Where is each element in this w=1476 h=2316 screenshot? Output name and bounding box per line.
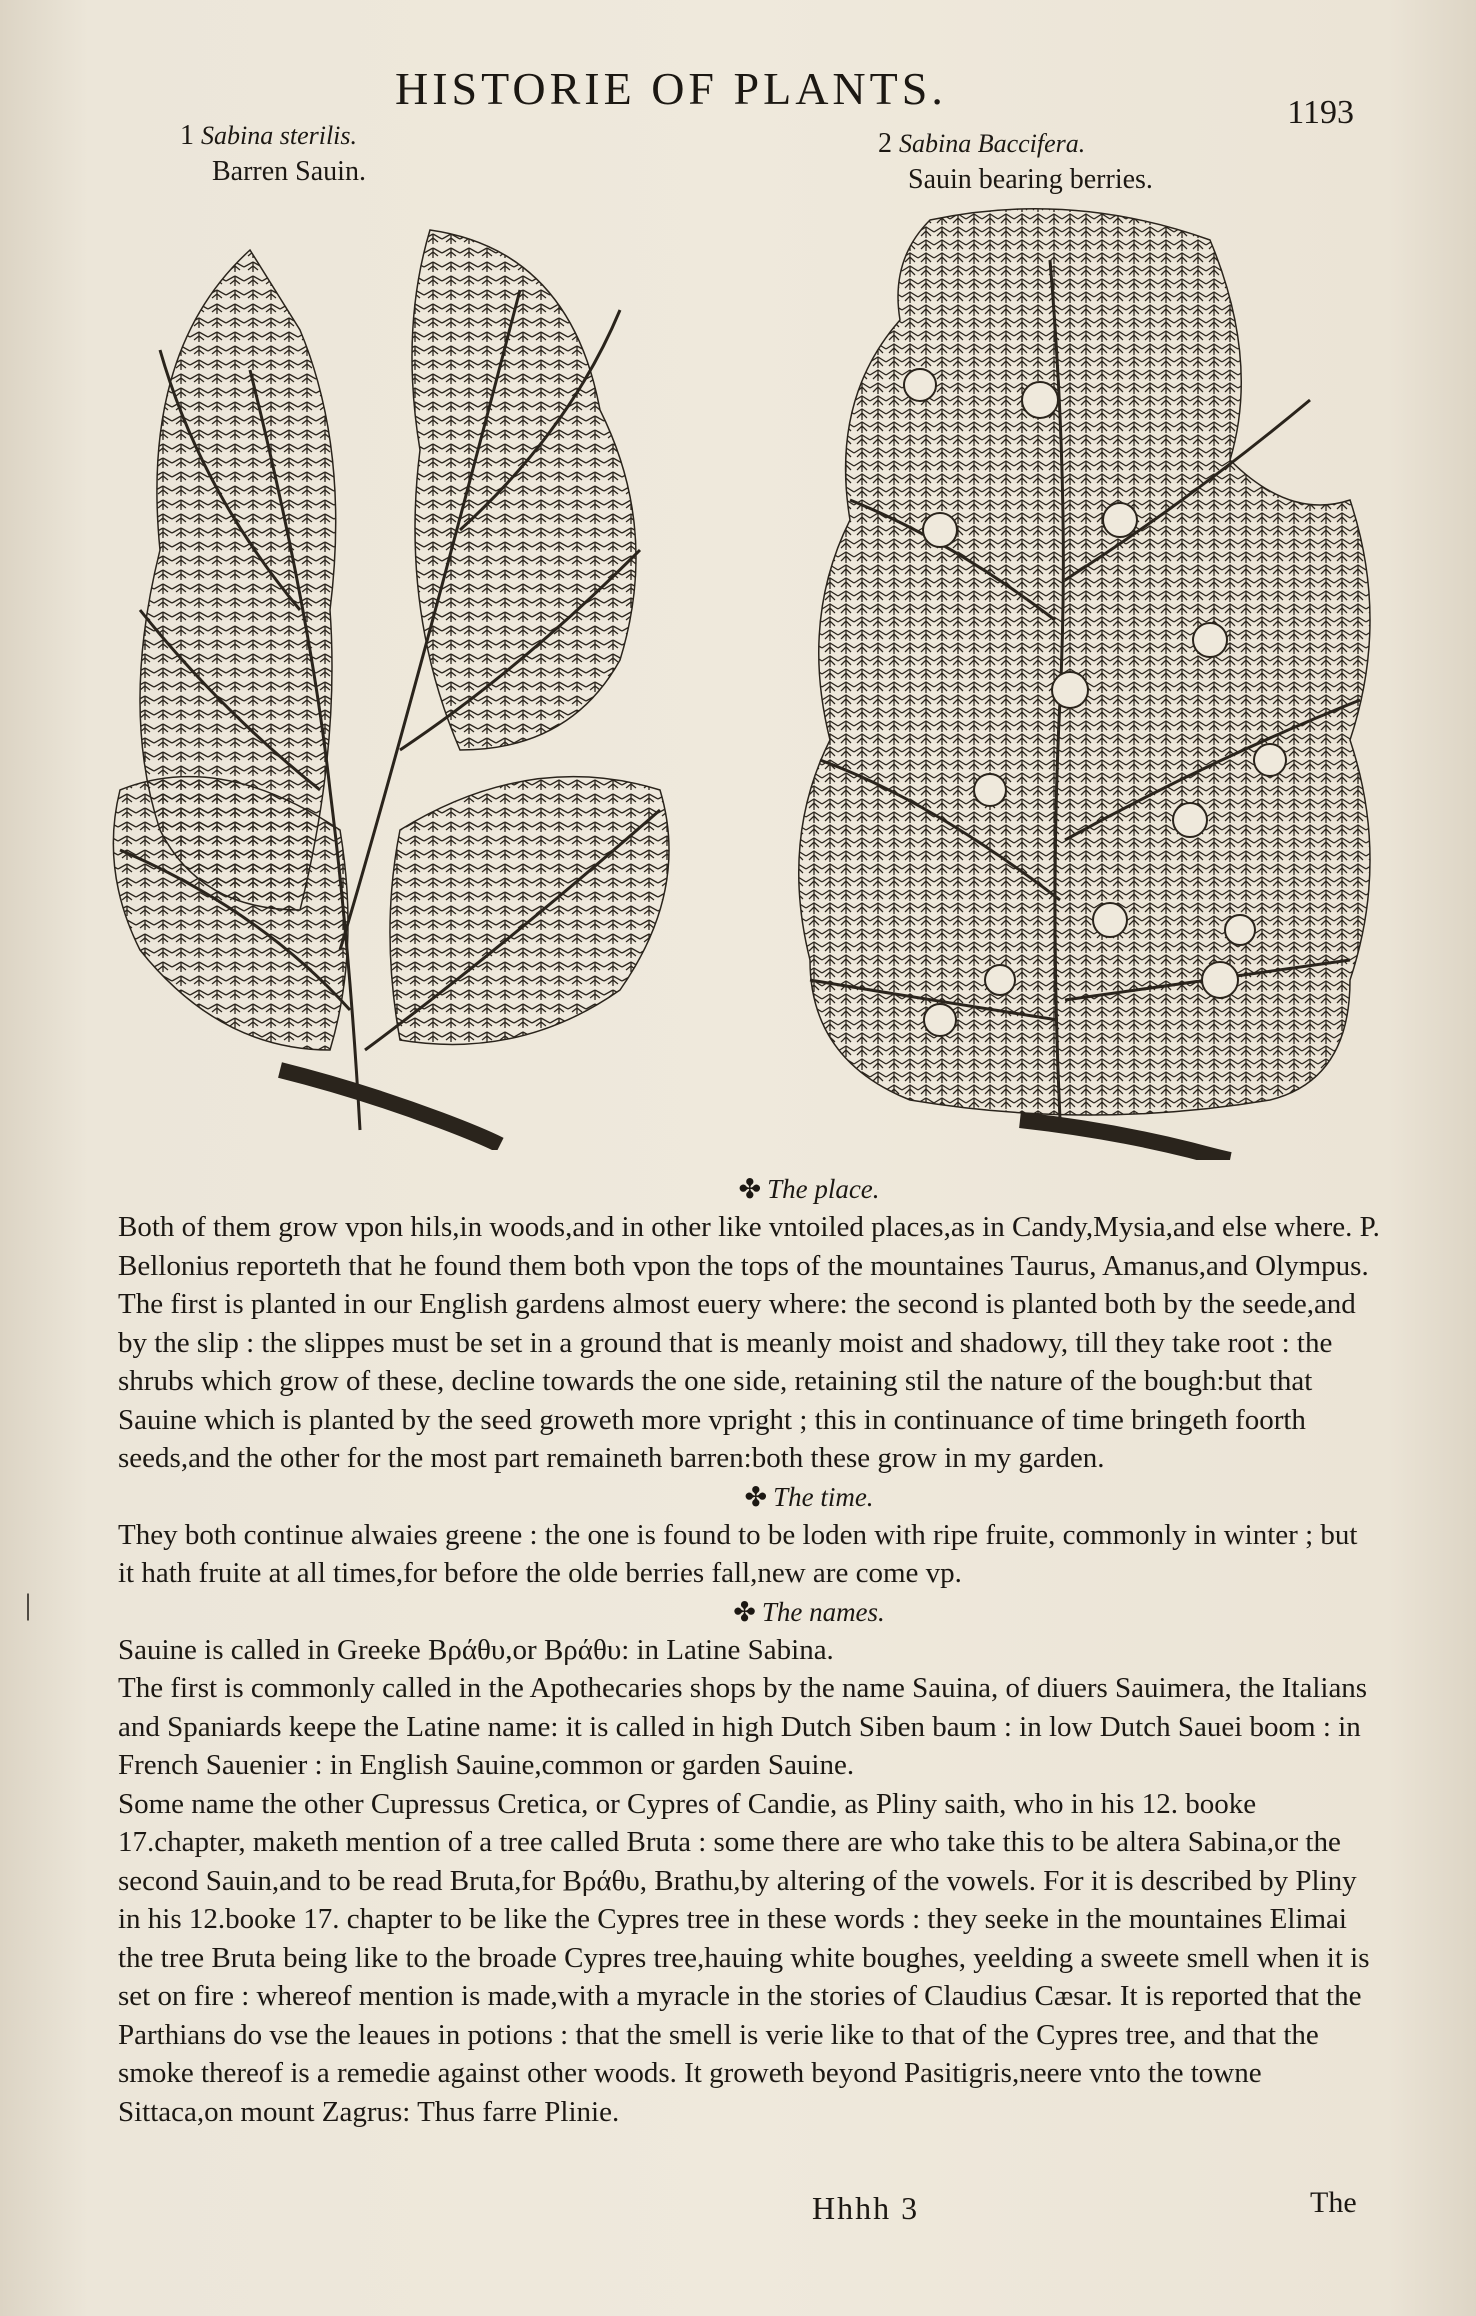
figure-2-number: 2 (878, 128, 892, 159)
ornament-icon: ✤ (744, 1481, 768, 1512)
catchword: The (1310, 2186, 1357, 2219)
barren-sauin-woodcut (100, 190, 700, 1150)
ornament-icon: ✤ (733, 1596, 756, 1627)
figure-2-english: Sauin bearing berries. (908, 164, 1153, 195)
page-header (0, 62, 1476, 131)
figure-1-latin: Sabina sterilis. (201, 121, 358, 150)
place-paragraph-2: The first is planted in our English gardens almost euery where: the second is planted both by the seede,and by the slip : the slippes must be set in a ground that is meanly moist and shadowy, till they take root : the shrubs which grow of these, decline towards the one side, retaining stil the nature of the bough:but that Sauine which is planted by the seed groweth more vpright ; this in continuance of time bringeth foorth seeds,and the other for the most part remaineth barren:both these grow in my garden. (118, 1288, 1356, 1474)
ornament-icon: ✤ (738, 1174, 762, 1204)
place-heading: ✤ The place. (738, 1174, 880, 1204)
body-text (118, 1170, 1380, 2131)
running-title: HISTORIE OF PLANTS. (395, 63, 947, 114)
place-paragraph-1: Both of them grow vpon hils,in woods,and in other like vntoiled places,as in Candy,Mysia,and else where. P. Bellonius reporteth that he found them both vpon the tops of the mountaines Taurus, Amanus,and Olympus. (118, 1211, 1380, 1282)
figure-1-caption (180, 118, 366, 190)
page-number: 1193 (1287, 94, 1354, 131)
time-heading: ✤ The time. (744, 1481, 874, 1512)
figure-2-caption (878, 126, 1153, 198)
margin-mark: | (25, 1588, 32, 1621)
figure-2-latin: Sabina Baccifera. (899, 129, 1086, 158)
names-paragraph-1: Sauine is called in Greeke Βράθυ,or Βράθυ: in Latine Sabina. (118, 1633, 834, 1666)
names-heading: ✤ The names. (733, 1596, 885, 1627)
names-paragraph-2: The first is commonly called in the Apothecaries shops by the name Sauina, of diuers Sauimera, the Italians and Spaniards keepe the Latine name: it is called in high Dutch Siben baum : in low Dutch Sauei boom : in French Sauenier : in English Sauine,common or garden Sauine. (118, 1672, 1368, 1781)
figure-1-number: 1 (180, 120, 194, 151)
names-paragraph-3: Some name the other Cupressus Cretica, or Cypres of Candie, as Pliny saith, who in his 12. booke 17.chapter, maketh mention of a tree called Bruta : some there are who take this to be altera Sabina,or the second Sauin,and to be read Bruta,for Βράθυ, Brathu,by altering of the vowels. For it is described by Pliny in his 12.booke 17. chapter to be like the Cypres tree in these words : they seeke in the mountaines Elimai the tree Bruta being like to the broade Cypres tree,hauing white boughes, yeelding a sweete smell when it is set on fire : whereof mention is made,with a myracle in the stories of Claudius Cæsar. It is reported that the Parthians do vse the leaues in potions : that the smell is verie like to that of the Cypres tree, and that the smoke thereof is a remedie against other woods. It groweth beyond Pasitigris,neere vnto the towne Sittaca,on mount Zagrus: Thus farre Plinie. (118, 1787, 1370, 2128)
signature-mark: Hhhh 3 (812, 2190, 920, 2226)
time-paragraph-1: They both continue alwaies greene : the one is found to be loden with ripe fruite, commonly in winter ; but it hath fruite at all times,for before the olde berries fall,new are come vp. (118, 1518, 1358, 1589)
figure-1-english: Barren Sauin. (212, 156, 366, 187)
berry-sauin-woodcut (790, 200, 1390, 1160)
